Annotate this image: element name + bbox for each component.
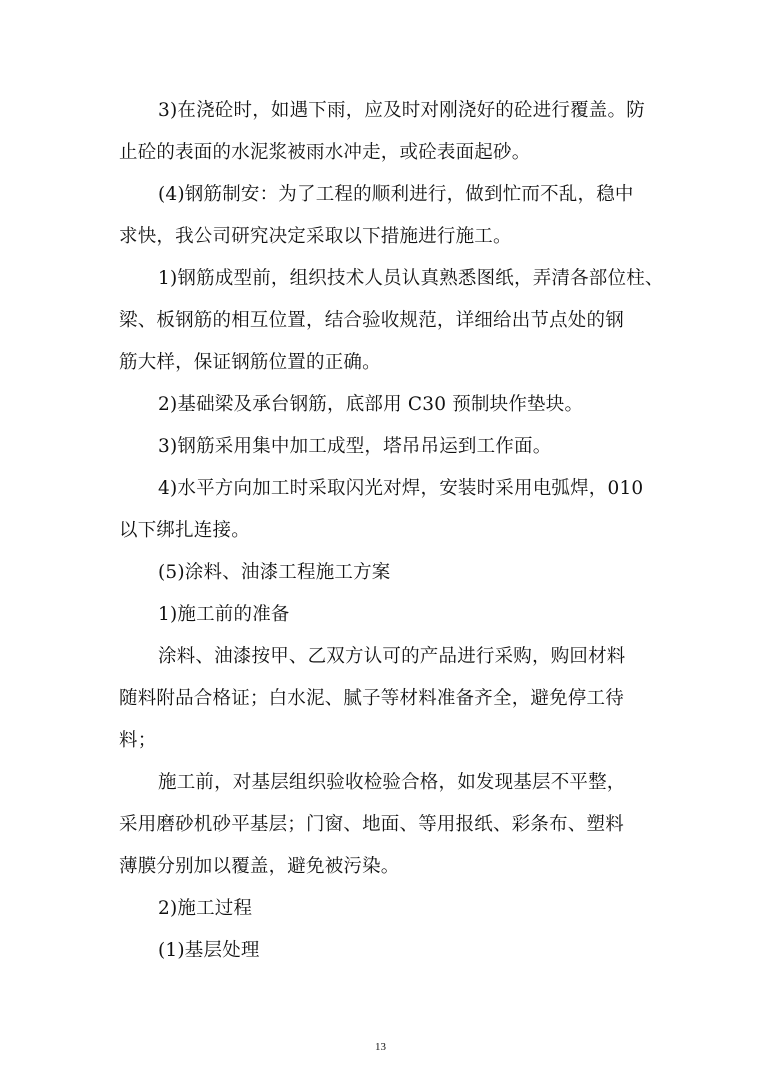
paragraph-line: 涂料、油漆按甲、乙双方认可的产品进行采购，购回材料 bbox=[158, 646, 626, 667]
section-heading: (4)钢筋制安：为了工程的顺利进行，做到忙而不乱，稳中 bbox=[158, 184, 634, 205]
paragraph-line: 以下绑扎连接。 bbox=[119, 520, 250, 541]
paragraph-line: 随料附品合格证；白水泥、腻子等材料准备齐全，避免停工待 bbox=[119, 688, 624, 709]
subsection-heading: 1)施工前的准备 bbox=[158, 604, 290, 625]
subsection-heading: 2)施工过程 bbox=[158, 898, 253, 919]
paragraph-line: 筋大样，保证钢筋位置的正确。 bbox=[119, 352, 381, 373]
paragraph-line: 薄膜分别加以覆盖，避免被污染。 bbox=[119, 856, 400, 877]
paragraph-line: 4)水平方向加工时采取闪光对焊，安装时采用电弧焊，010 bbox=[158, 478, 644, 499]
paragraph-line: 施工前，对基层组织验收检验合格，如发现基层不平整， bbox=[158, 772, 626, 793]
paragraph-line: 3)钢筋采用集中加工成型，塔吊吊运到工作面。 bbox=[158, 436, 552, 457]
paragraph-line: 止砼的表面的水泥浆被雨水冲走，或砼表面起砂。 bbox=[119, 142, 531, 163]
page-number: 13 bbox=[375, 1041, 386, 1053]
paragraph-line: 1)钢筋成型前，组织技术人员认真熟悉图纸，弄清各部位柱、 bbox=[158, 268, 664, 289]
paragraph-line: 采用磨砂机砂平基层；门窗、地面、等用报纸、彩条布、塑料 bbox=[119, 814, 624, 835]
subsection-heading: (1)基层处理 bbox=[158, 940, 260, 961]
paragraph-line: 求快，我公司研究决定采取以下措施进行施工。 bbox=[119, 226, 512, 247]
paragraph-line: 2)基础梁及承台钢筋，底部用 C30 预制块作垫块。 bbox=[158, 394, 584, 415]
section-heading: (5)涂料、油漆工程施工方案 bbox=[158, 562, 391, 583]
paragraph-line: 梁、板钢筋的相互位置，结合验收规范，详细给出节点处的钢 bbox=[119, 310, 624, 331]
paragraph-line: 料； bbox=[119, 730, 157, 751]
paragraph-line: 3)在浇砼时，如遇下雨，应及时对刚浇好的砼进行覆盖。防 bbox=[158, 100, 645, 121]
